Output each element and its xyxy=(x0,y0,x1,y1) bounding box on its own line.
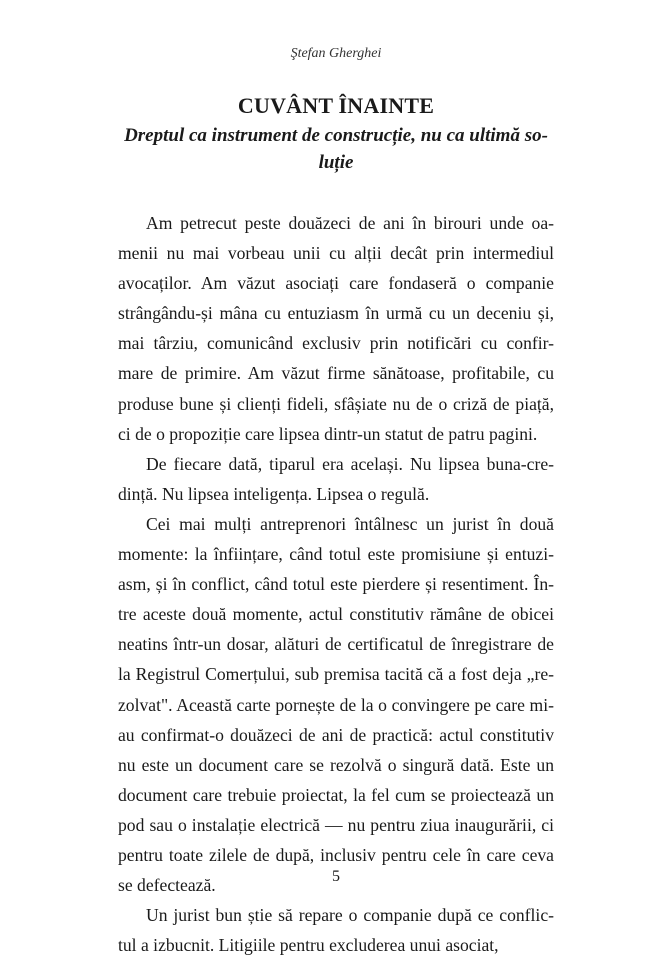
page-number: 5 xyxy=(332,868,340,885)
chapter-subtitle: Dreptul ca instrument de construcție, nu ca ultimă so-luție xyxy=(124,125,548,173)
paragraph: Am petrecut peste douăzeci de ani în birouri unde oa-menii nu mai vorbeau unii cu alții decât prin intermediul avocaților. Am văzut asociați care fondaseră o companie strângându-și mâna cu entuziasm în urmă cu un deceniu și, mai târziu, comunicând exclusiv prin notificări cu confir-mare de primire. Am văzut firme sănătoase, profitabile, cu produse bune și clienți fideli, sfâșiate nu de o criză de piață, ci de o propoziție care lipsea dintr-un statut de patru pagini. xyxy=(118,213,554,444)
running-header-author: Ştefan Gherghei xyxy=(290,46,382,61)
chapter-heading xyxy=(110,92,562,176)
paragraph: Un jurist bun știe să repare o companie după ce conflic-tul a izbucnit. Litigiile pentru excluderea unui asociat, xyxy=(118,905,554,956)
chapter-title: CUVÂNT ÎNAINTE xyxy=(237,93,435,118)
body-text xyxy=(118,208,554,960)
paragraph: Cei mai mulți antreprenori întâlnesc un jurist în două momente: la înființare, când totul este promisiune și entuzi-asm, și în conflict, când totul este pierdere și resentiment. În-tre aceste două momente, actul constitutiv rămâne de obicei neatins într-un dosar, alături de certificatul de înregistrare de la Registrul Comerțului, sub premisa tacită că a fost deja „re-zolvat". Această carte pornește de la o convingere pe care mi-au confirmat-o douăzeci de ani de practică: actul constitutiv nu este un document care se rezolvă o singură dată. Este un document care trebuie proiectat, la fel cum se proiectează un pod sau o instalație electrică — nu pentru ziua inaugurării, ci pentru toate zilele de după, inclusiv pentru cele în care ceva se defectează. xyxy=(118,513,554,896)
paragraph: De fiecare dată, tiparul era același. Nu lipsea buna-cre-dință. Nu lipsea inteligența. Lipsea o regulă. xyxy=(118,453,554,504)
